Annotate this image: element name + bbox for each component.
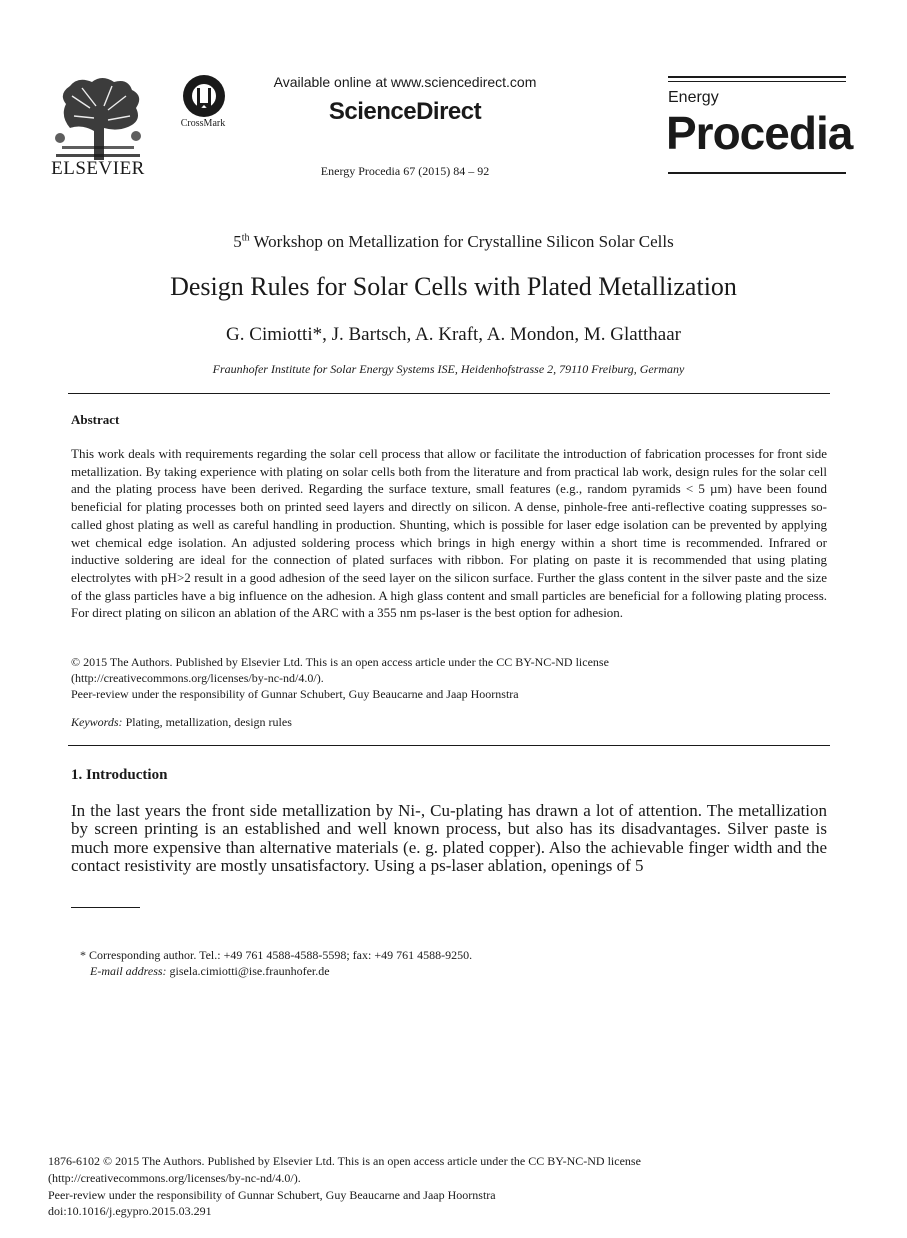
corresponding-author-note: * Corresponding author. Tel.: +49 761 4588-4588-5598; fax: +49 761 4588-9250. [80, 948, 473, 962]
workshop-ordinal: th [241, 232, 250, 244]
journal-rule-top-thin [668, 81, 846, 82]
abstract-rule-top [68, 393, 830, 394]
abstract-rule-bottom [68, 745, 830, 746]
journal-name-procedia: Procedia [666, 107, 853, 159]
introduction-body: In the last years the front side metallization by Ni-, Cu-plating has drawn a lot of attention. The metallization by screen printing is an established and well known process, but also has its disadvantages. Silver paste is much more expensive than alternative materials (e. g. plated copper). Also the achievable finger width and the contact resistivity are mostly unsatisfactory. Using a ps-laser ablation, openings of 5 [71, 801, 827, 876]
license-url[interactable]: (http://creativecommons.org/licenses/by-nc-nd/4.0/). [71, 671, 324, 685]
affiliation: Fraunhofer Institute for Solar Energy Systems ISE, Heidenhofstrasse 2, 79110 Freiburg, Germany [212, 362, 685, 376]
elsevier-wordmark: ELSEVIER [51, 158, 145, 179]
email-note [90, 964, 330, 979]
copyright-line: © 2015 The Authors. Published by Elsevier Ltd. This is an open access article under the CC BY-NC-ND license [71, 655, 609, 669]
footer-doi[interactable]: doi:10.1016/j.egypro.2015.03.291 [48, 1204, 212, 1218]
paper-title: Design Rules for Solar Cells with Plated Metallization [170, 272, 737, 301]
section-heading-introduction: 1. Introduction [71, 767, 168, 783]
workshop-title [0, 232, 907, 252]
email-address[interactable]: gisela.cimiotti@ise.fraunhofer.de [166, 964, 330, 978]
footer-peer-review: Peer-review under the responsibility of Gunnar Schubert, Guy Beaucarne and Jaap Hoornstra [48, 1188, 496, 1202]
footer-license-link[interactable]: (http://creativecommons.org/licenses/by-nc-nd/4.0/). [48, 1171, 301, 1185]
crossmark-label: CrossMark [180, 118, 226, 129]
keywords-line [71, 714, 831, 730]
peer-review-line: Peer-review under the responsibility of Gunnar Schubert, Guy Beaucarne and Jaap Hoornstra [71, 687, 519, 701]
workshop-name: Workshop on Metallization for Crystalline Silicon Solar Cells [249, 232, 674, 251]
available-online: Available online at www.sciencedirect.com [273, 74, 537, 90]
workshop-number: 5 [233, 232, 242, 251]
sciencedirect-logo: ScienceDirect [328, 98, 482, 125]
footnote-rule [71, 907, 140, 908]
footer-issn-line: 1876-6102 © 2015 The Authors. Published by Elsevier Ltd. This is an open access article under the CC BY-NC-ND license [48, 1154, 641, 1168]
email-label: E-mail address: [90, 964, 167, 978]
journal-citation: Energy Procedia 67 (2015) 84 – 92 [320, 164, 490, 178]
author-list: G. Cimiotti*, J. Bartsch, A. Kraft, A. Mondon, M. Glatthaar [226, 324, 681, 345]
abstract-body: This work deals with requirements regarding the solar cell process that allow or facilitate the introduction of fabrication processes for front side metallization. By taking experience with plating on solar cells both from the literature and from practical lab work, design rules for the solar cell and the plating process have been derived. Regarding the surface texture, small features (e.g., random pyramids < 5 µm) have been found beneficial for plating processes both on printed seed layers and directly on silicon. A dense, pinhole-free anti-reflective coating suppresses so-called ghost plating as well as careful handling in production. Shunting, which is possible for laser edge isolation can be prevented by applying wet chemical edge isolation. An adjusted soldering process which brings in high energy within a short time is recommended. Infrared or inductive soldering are ideal for the connection of plated surfaces with ribbon. For plating on paste it is recommended that using plating electrolytes with pH>2 result in a good adhesion of the seed layer on the silicon surface. Further the glass content in the silver paste and the size of the glass particles have a big influence on the adhesion. A high glass content and small particles are beneficial for a following plating process. For direct plating on silicon an ablation of the ARC with a 355 nm ps-laser is the best option for adhesion. [71, 446, 827, 621]
keywords-values: Plating, metallization, design rules [122, 715, 292, 729]
journal-name-energy: Energy [668, 89, 719, 106]
keywords-label: Keywords: [71, 715, 123, 729]
abstract-heading: Abstract [71, 412, 120, 427]
journal-rule-bottom [668, 172, 846, 174]
journal-rule-top [668, 76, 846, 78]
license-link[interactable] [71, 670, 831, 686]
